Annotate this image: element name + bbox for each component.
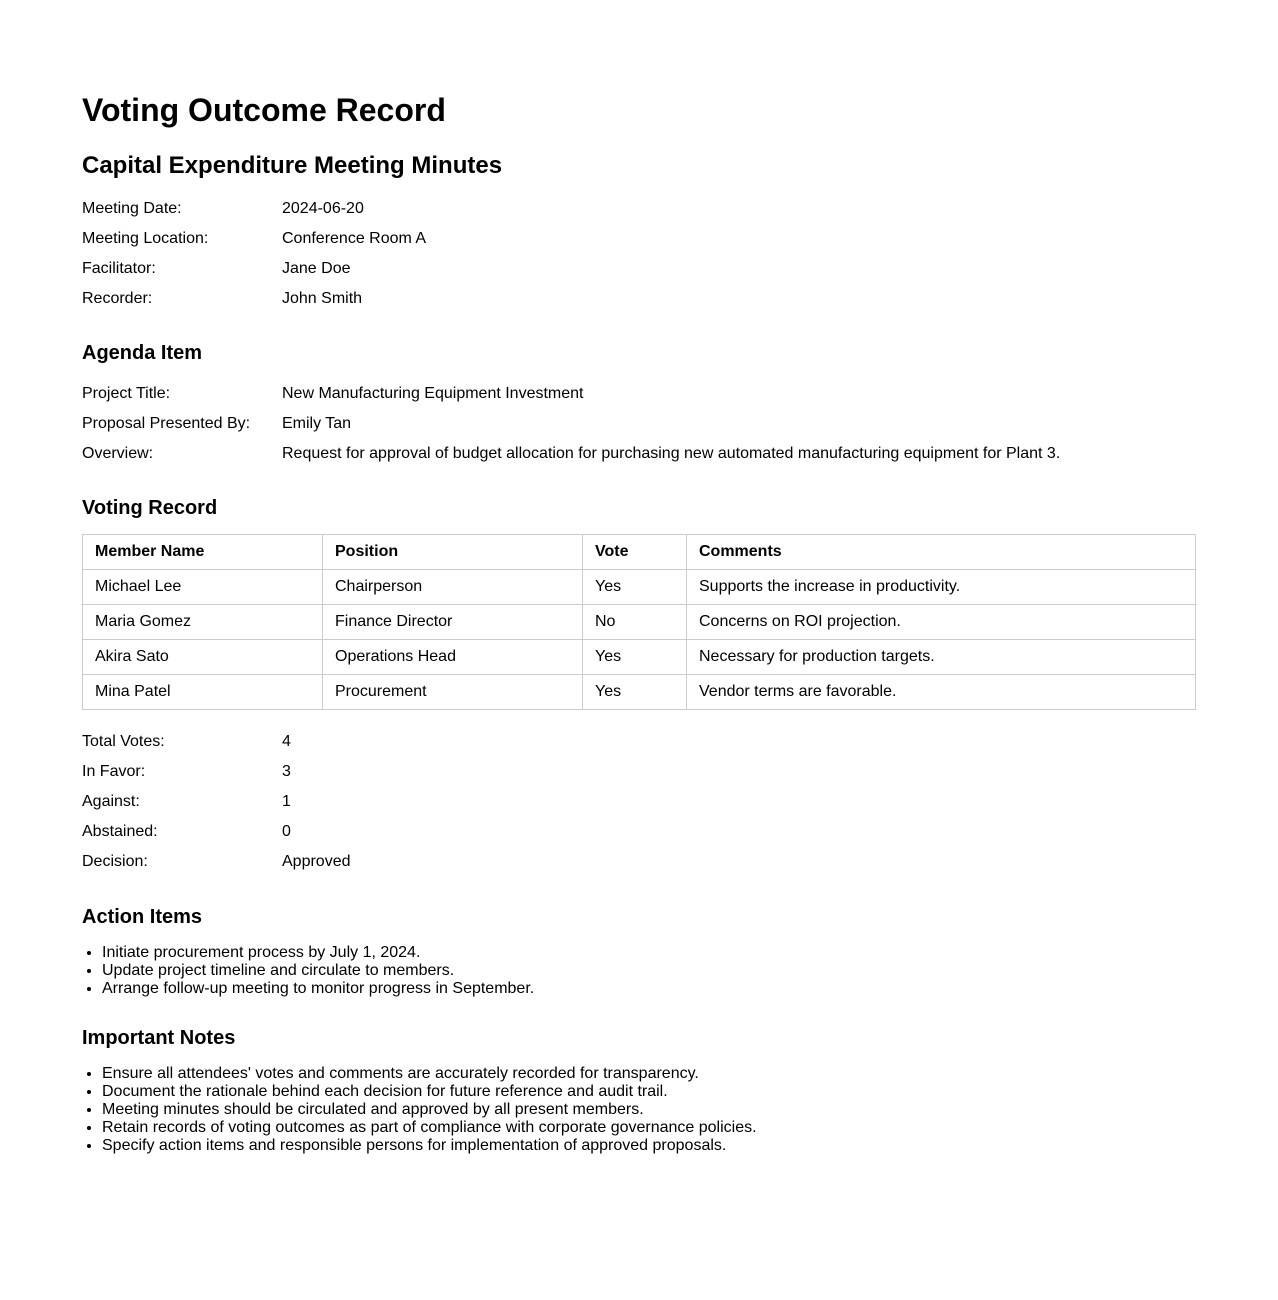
field-label: In Favor: <box>82 763 146 780</box>
vote-cell: Yes <box>583 570 687 605</box>
position-cell: Finance Director <box>323 605 583 640</box>
field-value: 0 <box>282 823 291 840</box>
voting-table <box>82 534 1196 710</box>
field-value: 4 <box>282 733 291 750</box>
field-value: 2024-06-20 <box>282 200 364 217</box>
member-name-cell: Akira Sato <box>83 640 323 675</box>
field-label: Proposal Presented By: <box>82 415 251 432</box>
field-value: Conference Room A <box>282 230 427 247</box>
column-header: Vote <box>583 535 687 570</box>
list-item: • Retain records of voting outcomes as part of compliance with corporate governance policies. <box>102 1119 1196 1137</box>
field-label: Against: <box>82 793 140 810</box>
position-cell: Operations Head <box>323 640 583 675</box>
table-row <box>83 570 1196 605</box>
comments-cell: Concerns on ROI projection. <box>687 605 1196 640</box>
comments-cell: Supports the increase in productivity. <box>687 570 1196 605</box>
field-value: 1 <box>282 793 291 810</box>
abstained-row <box>82 817 1196 847</box>
position-cell: Chairperson <box>323 570 583 605</box>
list-item: • Specify action items and responsible persons for implementation of approved proposals. <box>102 1137 1196 1155</box>
overview-row <box>82 439 1196 469</box>
meeting-details <box>82 194 1196 314</box>
against-row <box>82 787 1196 817</box>
presented-by-row <box>82 409 1196 439</box>
vote-cell: Yes <box>583 640 687 675</box>
field-label: Total Votes: <box>82 733 165 750</box>
recorder-row <box>82 284 1196 314</box>
vote-cell: Yes <box>583 675 687 710</box>
decision-row <box>82 847 1196 877</box>
vote-cell: No <box>583 605 687 640</box>
voting-heading: Voting Record <box>82 497 218 519</box>
meeting-date-row <box>82 194 1196 224</box>
in-favor-row <box>82 757 1196 787</box>
column-header: Comments <box>687 535 1196 570</box>
list-item: • Ensure all attendees' votes and comments are accurately recorded for transparency. <box>102 1065 1196 1083</box>
action-items-heading: Action Items <box>82 906 203 928</box>
field-label: Project Title: <box>82 385 171 402</box>
field-value: Emily Tan <box>282 415 352 432</box>
agenda-details <box>82 379 1196 469</box>
position-cell: Procurement <box>323 675 583 710</box>
field-label: Overview: <box>82 445 154 462</box>
field-value: Jane Doe <box>282 260 351 277</box>
member-name-cell: Michael Lee <box>83 570 323 605</box>
field-label: Meeting Location: <box>82 230 209 247</box>
list-item: • Update project timeline and circulate to members. <box>102 962 1196 980</box>
important-notes-list <box>82 1065 1196 1155</box>
agenda-heading: Agenda Item <box>82 342 203 364</box>
table-row <box>83 675 1196 710</box>
action-items-list <box>82 944 1196 998</box>
table-row <box>83 605 1196 640</box>
list-item: • Arrange follow-up meeting to monitor progress in September. <box>102 980 1196 998</box>
member-name-cell: Mina Patel <box>83 675 323 710</box>
facilitator-row <box>82 254 1196 284</box>
list-item: • Document the rationale behind each decision for future reference and audit trail. <box>102 1083 1196 1101</box>
page-subtitle: Capital Expenditure Meeting Minutes <box>82 152 503 179</box>
field-value: John Smith <box>282 290 363 307</box>
project-title-row <box>82 379 1196 409</box>
field-label: Decision: <box>82 853 148 870</box>
page-title: Voting Outcome Record <box>82 92 446 128</box>
member-name-cell: Maria Gomez <box>83 605 323 640</box>
meeting-location-row <box>82 224 1196 254</box>
column-header: Member Name <box>83 535 323 570</box>
field-label: Abstained: <box>82 823 158 840</box>
total-votes-row <box>82 727 1196 757</box>
table-row <box>83 640 1196 675</box>
field-label: Facilitator: <box>82 260 156 277</box>
column-header: Position <box>323 535 583 570</box>
list-item: • Meeting minutes should be circulated and approved by all present members. <box>102 1101 1196 1119</box>
field-value: Approved <box>282 853 351 870</box>
field-label: Meeting Date: <box>82 200 182 217</box>
field-label: Recorder: <box>82 290 153 307</box>
table-header-row <box>83 535 1196 570</box>
field-value: 3 <box>282 763 291 780</box>
comments-cell: Vendor terms are favorable. <box>687 675 1196 710</box>
important-notes-heading: Important Notes <box>82 1027 236 1049</box>
vote-summary <box>82 727 1196 877</box>
field-value: Request for approval of budget allocation for purchasing new automated manufacturing equipment for Plant 3. <box>282 445 1061 462</box>
field-value: New Manufacturing Equipment Investment <box>282 385 584 402</box>
comments-cell: Necessary for production targets. <box>687 640 1196 675</box>
list-item: • Initiate procurement process by July 1, 2024. <box>102 944 1196 962</box>
